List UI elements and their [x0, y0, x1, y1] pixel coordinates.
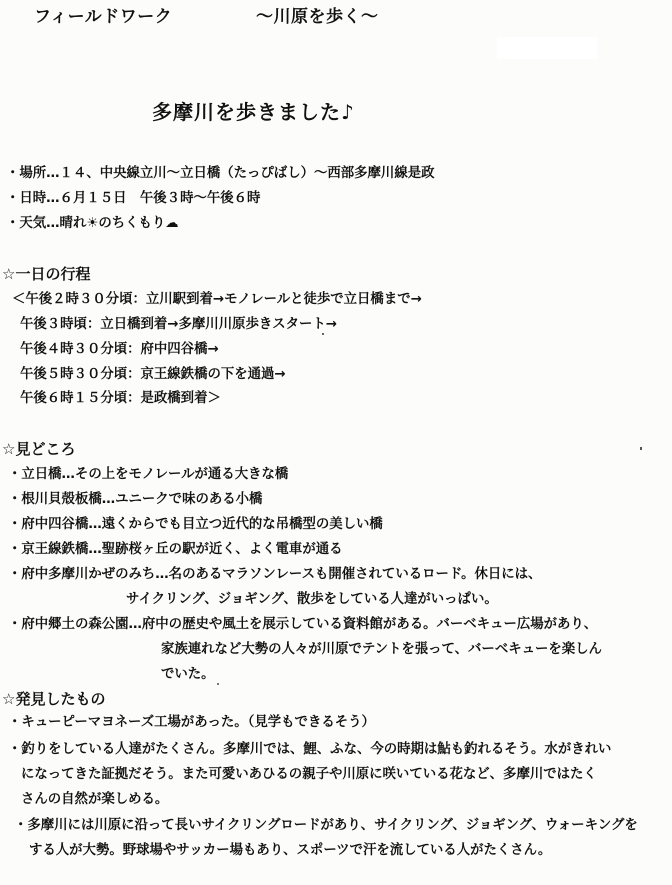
highlight-item-cont: 家族連れなど大勢の人々が川原でテントを張って、バーベキューを楽しん [161, 642, 602, 657]
highlight-item: ・府中郷土の森公園…府中の歴史や風土を展示している資料館がある。バーベキュー広場があり、 [8, 617, 598, 632]
blank-patch [497, 37, 597, 59]
page-title: 多摩川を歩きました♪ [152, 100, 355, 124]
header-label: フィールドワーク [34, 7, 173, 27]
schedule-item: ＜午後２時３０分頃：立川駅到着→モノレールと徒歩で立日橋まで→ [12, 292, 422, 307]
highlight-item: ・府中多摩川かぜのみち…名のあるマラソンレースも開催されているロード。休日には、 [8, 567, 542, 582]
highlight-item: ・府中四谷橋…遠くからでも目立つ近代的な吊橋型の美しい橋 [8, 517, 383, 532]
highlight-item: ・京王線鉄橋…聖跡桜ヶ丘の駅が近く、よく電車が通る [8, 542, 343, 557]
schedule-heading: ☆一日の行程 [2, 265, 91, 283]
scan-speck [322, 333, 324, 335]
finding-item-cont: になってきた証拠だそう。また可愛いあひるの親子や川原に咲いている花など、多摩川ではたく [21, 767, 597, 782]
schedule-item: 午後５時３０分頃：京王線鉄橋の下を通過→ [20, 367, 286, 382]
highlight-item-cont: でいた。 [161, 667, 215, 682]
finding-item-cont: する人が大勢。野球場やサッカー場もあり、スポーツで汗を流している人がたくさん。 [29, 843, 552, 858]
scan-speck [217, 683, 219, 685]
info-weather: ・天気…晴れ☀のちくもり☁ [6, 216, 179, 231]
info-place: ・場所…１４、中央線立川～立日橋（たっぴばし）～西部多摩川線是政 [6, 166, 435, 181]
highlight-item: ・根川貝殻板橋…ユニークで味のある小橋 [8, 492, 263, 507]
scan-speck [640, 447, 642, 450]
highlight-item-cont: サイクリング、ジョギング、散歩をしている人達がいっぱい。 [126, 592, 498, 607]
highlights-heading: ☆見どころ [2, 440, 76, 458]
finding-item: ・キューピーマヨネーズ工場があった。（見学もできるそう） [8, 715, 375, 730]
schedule-item: 午後３時頃：立日橋到着→多摩川川原歩きスタート→ [20, 317, 338, 332]
finding-item: ・釣りをしている人達がたくさん。多摩川では、鯉、ふな、今の時期は鮎も釣れるそう。水がきれい [8, 742, 612, 757]
findings-heading: ☆発見したもの [2, 690, 106, 708]
schedule-item: 午後４時３０分頃：府中四谷橋→ [20, 342, 219, 357]
info-date: ・日時…６月１５日 午後３時～午後６時 [6, 191, 261, 206]
schedule-item: 午後６時１５分頃：是政橋到着＞ [20, 391, 221, 406]
highlight-item: ・立日橋…その上をモノレールが通る大きな橋 [8, 467, 289, 482]
finding-item: ・多摩川には川原に沿って長いサイクリングロードがあり、サイクリング、ジョギング、ウォーキングを [14, 818, 638, 833]
finding-item-cont: さんの自然が楽しめる。 [21, 792, 169, 807]
header-subtitle: ～川原を歩く～ [256, 7, 379, 27]
